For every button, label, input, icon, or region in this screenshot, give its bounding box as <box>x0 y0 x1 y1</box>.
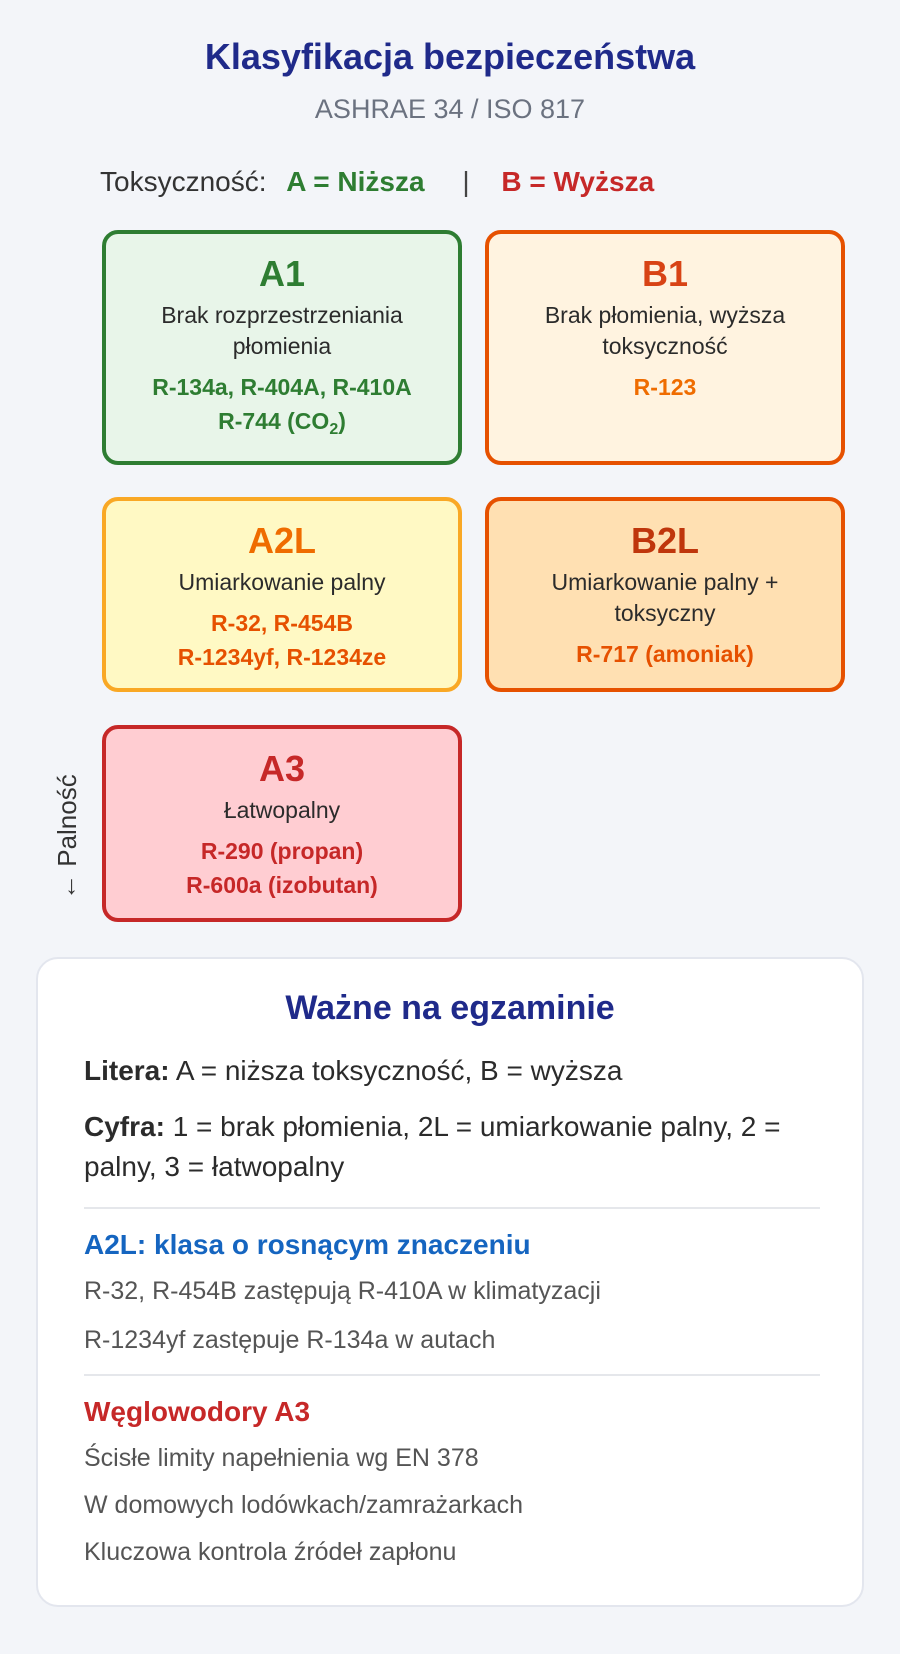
class-code: B2L <box>630 520 699 561</box>
flammability-axis-label: ← Palność <box>52 774 82 900</box>
class-card-a1 <box>102 230 462 465</box>
class-card-a2l <box>102 497 462 692</box>
legend-b: B = Wyższa <box>501 166 655 197</box>
a2l-item: R-1234yf zastępuje R-134a w autach <box>84 1326 496 1354</box>
class-card-b1 <box>485 230 845 465</box>
legend-separator: | <box>462 166 470 197</box>
class-description: Brak płomienia, wyższa toksyczność <box>544 302 786 359</box>
class-refrigerants <box>106 370 458 447</box>
litera-note <box>84 1051 824 1091</box>
class-code: A3 <box>258 748 306 789</box>
a2l-item: R-32, R-454B zastępują R-410A w klimatyzacji <box>84 1277 601 1305</box>
cyfra-label: Cyfra: <box>84 1111 165 1142</box>
refrigerant-line: R-1234yf, R-1234ze <box>177 644 387 670</box>
a3-section-title: Węglowodory A3 <box>84 1396 311 1427</box>
class-refrigerants <box>489 370 841 404</box>
divider <box>84 1207 820 1209</box>
exam-notes-panel <box>36 957 864 1607</box>
page-title: Klasyfikacja bezpieczeństwa <box>204 36 696 77</box>
class-card-a3 <box>102 725 462 922</box>
refrigerant-line: R-123 <box>633 374 697 400</box>
class-description: Brak rozprzestrzeniania płomienia <box>161 302 403 359</box>
exam-heading: Ważne na egzaminie <box>285 989 615 1027</box>
refrigerant-line: R-744 $(CO_2)$ <box>218 408 346 438</box>
refrigerant-line: R-32, R-454B <box>211 610 353 636</box>
refrigerant-line: R-717 (amoniak) <box>576 641 754 667</box>
a3-item: W domowych lodówkach/zamrażarkach <box>84 1491 524 1519</box>
class-description: Łatwopalny <box>223 797 341 823</box>
class-code: B1 <box>641 253 689 294</box>
cyfra-note <box>84 1107 824 1187</box>
class-code: A2L <box>247 520 316 561</box>
page-subtitle: ASHRAE 34 / ISO 817 <box>314 94 586 124</box>
class-code: A1 <box>258 253 306 294</box>
class-description: Umiarkowanie palny <box>178 569 386 595</box>
class-refrigerants <box>489 637 841 671</box>
class-refrigerants <box>106 606 458 674</box>
refrigerant-line: R-134a, R-404A, R-410A <box>152 374 412 400</box>
class-refrigerants <box>106 834 458 902</box>
refrigerant-line: R-600a (izobutan) <box>186 872 378 898</box>
class-description: Umiarkowanie palny + toksyczny <box>551 569 779 626</box>
legend-label: Toksyczność: <box>100 166 267 197</box>
class-card-b2l <box>485 497 845 692</box>
cyfra-text: 1 = brak płomienia, 2L = umiarkowanie palny, 2 = palny, 3 = łatwopalny <box>84 1111 781 1182</box>
divider <box>84 1374 820 1376</box>
a2l-section-title: A2L: klasa o rosnącym znaczeniu <box>84 1229 531 1260</box>
refrigerant-line: R-290 (propan) <box>200 838 364 864</box>
litera-label: Litera: <box>84 1055 170 1086</box>
litera-text: A = niższa toksyczność, B = wyższa <box>169 1055 623 1086</box>
a3-item: Kluczowa kontrola źródeł zapłonu <box>84 1538 457 1566</box>
legend-a: A = Niższa <box>286 166 425 197</box>
toxicity-legend <box>100 166 654 198</box>
a3-item: Ścisłe limity napełnienia wg EN 378 <box>84 1444 479 1472</box>
